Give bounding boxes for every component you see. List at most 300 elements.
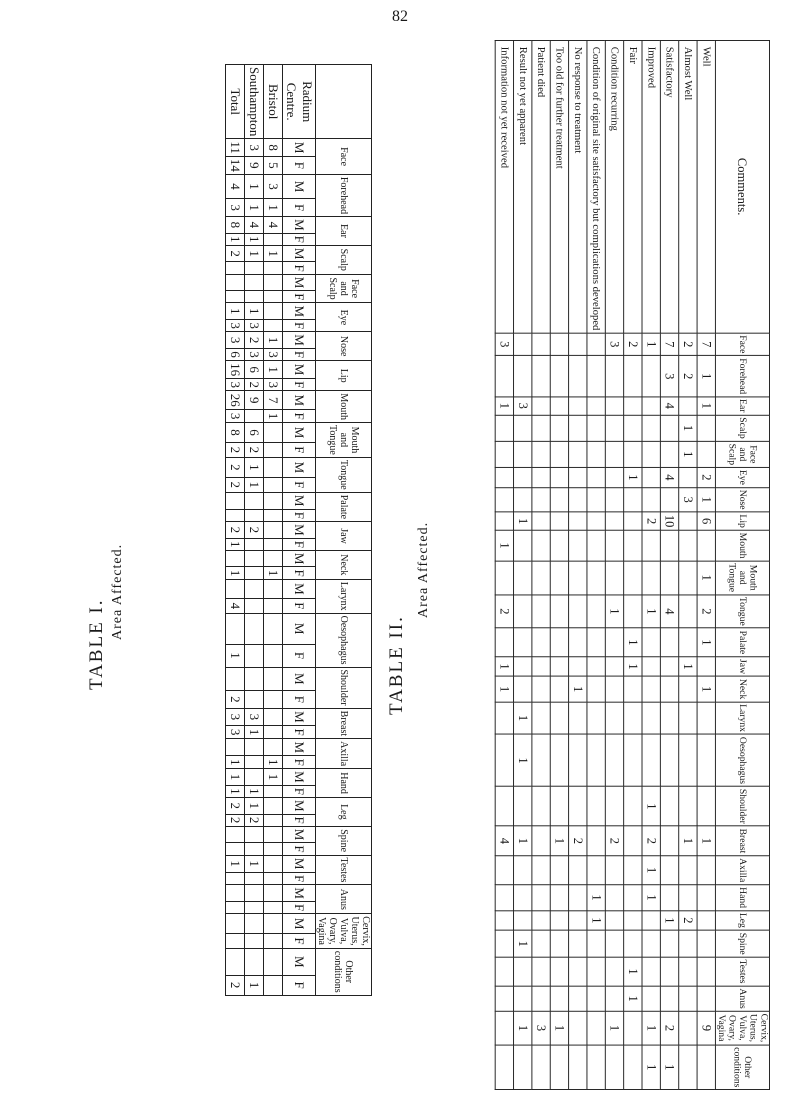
comments-header: Comments. xyxy=(715,40,769,332)
data-cell xyxy=(587,676,605,701)
data-cell xyxy=(550,885,568,911)
data-cell xyxy=(495,561,513,595)
data-cell xyxy=(587,561,605,595)
data-cell: 1 xyxy=(514,512,532,530)
data-cell xyxy=(642,957,660,986)
table1-grid xyxy=(225,64,372,996)
data-cell xyxy=(569,702,587,735)
mf-header: F xyxy=(283,901,316,913)
data-cell: 9 xyxy=(245,391,264,410)
data-cell xyxy=(569,467,587,487)
data-cell: 1 xyxy=(514,826,532,856)
mf-header: F xyxy=(283,644,316,667)
data-cell xyxy=(679,676,697,701)
mf-header: M xyxy=(283,914,316,934)
data-cell xyxy=(624,930,642,957)
data-cell xyxy=(264,797,283,814)
data-cell: 1 xyxy=(550,826,568,856)
column-header: Tongue xyxy=(715,595,769,629)
data-cell xyxy=(697,986,715,1011)
data-cell: 1 xyxy=(697,356,715,397)
data-cell xyxy=(532,530,550,561)
data-cell: 2 xyxy=(245,443,264,458)
data-cell: 8 xyxy=(226,422,245,442)
data-cell: 1 xyxy=(660,910,678,930)
data-cell: 1 xyxy=(264,410,283,423)
data-cell: 1 xyxy=(697,676,715,701)
data-cell xyxy=(550,487,568,512)
data-cell: 1 xyxy=(624,657,642,677)
data-cell: 8 xyxy=(264,139,283,157)
data-cell xyxy=(514,986,532,1011)
data-cell xyxy=(264,855,283,872)
data-cell xyxy=(264,975,283,995)
data-cell xyxy=(514,487,532,512)
data-cell xyxy=(587,397,605,415)
data-cell xyxy=(264,579,283,598)
data-cell xyxy=(587,356,605,397)
data-cell: 1 xyxy=(624,467,642,487)
data-cell xyxy=(569,356,587,397)
data-cell xyxy=(264,291,283,303)
data-cell xyxy=(605,467,623,487)
data-cell: 10 xyxy=(660,512,678,530)
data-cell xyxy=(264,644,283,667)
data-cell: 7 xyxy=(264,391,283,410)
column-header: Larynx xyxy=(715,702,769,735)
column-header: Mouth xyxy=(715,530,769,561)
data-cell xyxy=(587,512,605,530)
data-cell xyxy=(532,595,550,629)
data-cell xyxy=(679,561,697,595)
data-cell xyxy=(660,702,678,735)
group-header: Face and Scalp xyxy=(316,274,372,303)
data-cell: 1 xyxy=(514,930,532,957)
data-cell xyxy=(660,957,678,986)
data-cell xyxy=(587,986,605,1011)
data-cell xyxy=(264,320,283,332)
data-cell xyxy=(245,274,264,291)
data-cell xyxy=(624,512,642,530)
data-cell: 1 xyxy=(697,826,715,856)
data-cell xyxy=(550,856,568,885)
group-header: Hand xyxy=(316,769,372,798)
data-cell xyxy=(642,356,660,397)
data-cell xyxy=(245,739,264,756)
column-header: Hand xyxy=(715,885,769,911)
data-cell xyxy=(624,487,642,512)
data-cell xyxy=(226,667,245,691)
column-header: Shoulder xyxy=(715,786,769,826)
table1 xyxy=(225,64,372,996)
data-cell xyxy=(679,885,697,911)
group-header: Forehead xyxy=(316,174,372,216)
data-cell: 1 xyxy=(697,397,715,415)
data-cell xyxy=(226,739,245,756)
data-cell: 1 xyxy=(226,855,245,872)
data-cell xyxy=(495,415,513,441)
data-cell: 6 xyxy=(245,422,264,442)
data-cell xyxy=(624,786,642,826)
data-cell: 6 xyxy=(226,348,245,360)
data-cell: 2 xyxy=(226,245,245,262)
data-cell xyxy=(660,657,678,677)
data-cell xyxy=(587,1011,605,1045)
data-cell xyxy=(697,957,715,986)
data-cell xyxy=(264,814,283,826)
data-cell xyxy=(624,734,642,786)
data-cell xyxy=(495,910,513,930)
data-cell xyxy=(550,657,568,677)
data-cell xyxy=(532,356,550,397)
data-cell xyxy=(495,1045,513,1090)
data-cell xyxy=(697,885,715,911)
data-cell xyxy=(245,613,264,644)
data-cell xyxy=(624,885,642,911)
mf-header: F xyxy=(283,320,316,332)
data-cell xyxy=(587,1045,605,1090)
data-cell xyxy=(495,986,513,1011)
data-cell xyxy=(605,530,623,561)
data-cell xyxy=(679,628,697,656)
data-cell: 1 xyxy=(587,910,605,930)
data-cell xyxy=(514,561,532,595)
data-cell xyxy=(679,786,697,826)
data-cell xyxy=(569,734,587,786)
mf-header: M xyxy=(283,579,316,598)
data-cell xyxy=(569,1011,587,1045)
mf-header: M xyxy=(283,708,316,726)
comment-label: Improved xyxy=(642,40,660,332)
data-cell: 7 xyxy=(697,333,715,356)
data-cell: 1 xyxy=(679,657,697,677)
data-cell xyxy=(264,785,283,797)
data-cell: 3 xyxy=(495,333,513,356)
data-cell xyxy=(569,930,587,957)
data-cell xyxy=(264,843,283,855)
data-cell: 2 xyxy=(226,457,245,477)
data-cell xyxy=(264,303,283,320)
data-cell xyxy=(532,657,550,677)
data-cell: 1 xyxy=(642,333,660,356)
comment-label: Too old for further treatment xyxy=(550,40,568,332)
mf-header: F xyxy=(283,872,316,885)
data-cell xyxy=(569,1045,587,1090)
data-cell: 5 xyxy=(264,156,283,174)
data-cell xyxy=(642,930,660,957)
data-cell: 3 xyxy=(245,708,264,726)
data-cell xyxy=(226,274,245,291)
data-cell xyxy=(495,467,513,487)
data-cell xyxy=(245,843,264,855)
group-header: Mouth and Tongue xyxy=(316,422,372,457)
column-header: Testes xyxy=(715,957,769,986)
data-cell xyxy=(514,676,532,701)
data-cell xyxy=(605,356,623,397)
data-cell xyxy=(550,628,568,656)
data-cell xyxy=(264,948,283,975)
data-cell xyxy=(660,856,678,885)
data-cell xyxy=(660,734,678,786)
mf-header: M xyxy=(283,139,316,157)
data-cell xyxy=(569,595,587,629)
row-header-label: Radium Centre. xyxy=(283,65,316,139)
data-cell xyxy=(264,492,283,509)
column-header: Palate xyxy=(715,628,769,656)
data-cell xyxy=(697,415,715,441)
data-cell xyxy=(605,702,623,735)
data-cell xyxy=(264,934,283,949)
data-cell xyxy=(245,901,264,913)
data-cell: 1 xyxy=(245,785,264,797)
mf-header: F xyxy=(283,348,316,360)
mf-header: F xyxy=(283,599,316,613)
column-header: Scalp xyxy=(715,415,769,441)
data-cell xyxy=(264,872,283,885)
data-cell: 1 xyxy=(264,769,283,786)
data-cell xyxy=(226,579,245,598)
data-cell: 1 xyxy=(226,567,245,579)
data-cell xyxy=(679,1011,697,1045)
group-header: Cervix, Uterus, Vulva, Ovary, Vagina xyxy=(316,914,372,949)
mf-header: F xyxy=(283,291,316,303)
data-cell: 16 xyxy=(226,361,245,379)
data-cell: 1 xyxy=(264,245,283,262)
mf-header: F xyxy=(283,262,316,274)
column-header: Ear xyxy=(715,397,769,415)
data-cell: 1 xyxy=(264,567,283,579)
mf-header: F xyxy=(283,934,316,949)
group-header: Larynx xyxy=(316,579,372,613)
data-cell: 1 xyxy=(679,441,697,467)
data-cell: 3 xyxy=(226,410,245,423)
group-header: Palate xyxy=(316,492,372,521)
row-label: Southampton xyxy=(245,65,264,139)
data-cell xyxy=(697,856,715,885)
data-cell: 2 xyxy=(569,826,587,856)
data-cell: 1 xyxy=(514,734,532,786)
group-header: Mouth xyxy=(316,391,372,423)
data-cell xyxy=(550,415,568,441)
data-cell: 9 xyxy=(245,156,264,174)
data-cell: 1 xyxy=(245,457,264,477)
data-cell xyxy=(697,930,715,957)
mf-header: M xyxy=(283,797,316,814)
data-cell xyxy=(642,657,660,677)
data-cell xyxy=(532,1045,550,1090)
mf-header: M xyxy=(283,522,316,539)
group-header: Neck xyxy=(316,550,372,579)
data-cell: 1 xyxy=(514,1011,532,1045)
data-cell: 4 xyxy=(264,217,283,234)
data-cell: 1 xyxy=(226,644,245,667)
table2-grid xyxy=(495,40,770,1090)
column-header: Breast xyxy=(715,826,769,856)
data-cell xyxy=(587,467,605,487)
data-cell xyxy=(532,826,550,856)
data-cell xyxy=(532,397,550,415)
mf-header: M xyxy=(283,332,316,349)
data-cell: 2 xyxy=(642,826,660,856)
data-cell xyxy=(264,599,283,613)
data-cell xyxy=(264,667,283,691)
data-cell xyxy=(226,509,245,522)
data-cell xyxy=(264,477,283,492)
data-cell xyxy=(532,467,550,487)
data-cell xyxy=(550,930,568,957)
data-cell xyxy=(264,550,283,567)
data-cell: 4 xyxy=(495,826,513,856)
data-cell xyxy=(679,856,697,885)
data-cell xyxy=(569,441,587,467)
comment-label: Condition recurring xyxy=(605,40,623,332)
data-cell xyxy=(264,457,283,477)
data-cell xyxy=(697,530,715,561)
data-cell xyxy=(532,702,550,735)
data-cell: 2 xyxy=(226,814,245,826)
data-cell xyxy=(605,397,623,415)
data-cell xyxy=(495,930,513,957)
data-cell: 1 xyxy=(245,726,264,739)
data-cell xyxy=(495,487,513,512)
data-cell xyxy=(624,595,642,629)
data-cell xyxy=(495,885,513,911)
data-cell xyxy=(624,910,642,930)
data-cell xyxy=(514,628,532,656)
data-cell: 2 xyxy=(605,826,623,856)
mf-header: F xyxy=(283,538,316,550)
data-cell: 3 xyxy=(264,348,283,360)
mf-header: M xyxy=(283,550,316,567)
data-cell xyxy=(624,826,642,856)
data-cell xyxy=(532,957,550,986)
data-cell xyxy=(514,910,532,930)
data-cell: 1 xyxy=(245,797,264,814)
data-cell: 8 xyxy=(226,217,245,234)
data-cell xyxy=(569,910,587,930)
data-cell xyxy=(660,441,678,467)
data-cell xyxy=(264,826,283,843)
data-cell xyxy=(264,726,283,739)
data-cell: 2 xyxy=(226,975,245,995)
data-cell xyxy=(264,708,283,726)
data-cell xyxy=(532,512,550,530)
data-cell xyxy=(624,1045,642,1090)
data-cell: 4 xyxy=(660,595,678,629)
data-cell xyxy=(514,441,532,467)
data-cell xyxy=(569,487,587,512)
data-cell: 2 xyxy=(679,333,697,356)
data-cell xyxy=(514,1045,532,1090)
data-cell xyxy=(264,914,283,934)
data-cell: 9 xyxy=(697,1011,715,1045)
data-cell xyxy=(550,512,568,530)
comment-label: Condition of original site satisfactory but complications developed xyxy=(587,40,605,332)
data-cell xyxy=(624,415,642,441)
mf-header: F xyxy=(283,199,316,217)
data-cell xyxy=(532,734,550,786)
column-header: Face and Scalp xyxy=(715,441,769,467)
data-cell xyxy=(550,1045,568,1090)
data-cell xyxy=(660,786,678,826)
group-header: Other conditions xyxy=(316,948,372,995)
data-cell xyxy=(679,734,697,786)
group-header: Tongue xyxy=(316,457,372,492)
data-cell xyxy=(587,657,605,677)
data-cell: 1 xyxy=(226,303,245,320)
data-cell xyxy=(550,441,568,467)
data-cell xyxy=(245,826,264,843)
data-cell: 26 xyxy=(226,391,245,410)
data-cell xyxy=(226,934,245,949)
data-cell xyxy=(514,786,532,826)
mf-header: F xyxy=(283,443,316,458)
data-cell xyxy=(587,702,605,735)
column-header: Neck xyxy=(715,676,769,701)
data-cell xyxy=(245,885,264,902)
data-cell xyxy=(495,512,513,530)
column-header: Oesophagus xyxy=(715,734,769,786)
group-header: Leg xyxy=(316,797,372,826)
data-cell xyxy=(660,986,678,1011)
data-cell xyxy=(226,948,245,975)
mf-header: F xyxy=(283,379,316,391)
comment-label: Fair xyxy=(624,40,642,332)
mf-header: M xyxy=(283,769,316,786)
data-cell: 1 xyxy=(587,885,605,911)
data-cell xyxy=(245,948,264,975)
group-header: Eye xyxy=(316,303,372,332)
data-cell: 1 xyxy=(642,595,660,629)
group-header: Breast xyxy=(316,708,372,739)
data-cell xyxy=(569,415,587,441)
mf-header: F xyxy=(283,691,316,708)
mf-header: M xyxy=(283,303,316,320)
data-cell: 3 xyxy=(605,333,623,356)
data-cell xyxy=(605,910,623,930)
column-header: Anus xyxy=(715,986,769,1011)
data-cell: 11 xyxy=(226,139,245,157)
table2-sub: Area Affected. xyxy=(416,521,431,618)
group-header: Nose xyxy=(316,332,372,361)
data-cell xyxy=(495,628,513,656)
data-cell xyxy=(226,826,245,843)
data-cell xyxy=(587,441,605,467)
data-cell xyxy=(550,333,568,356)
data-cell: 1 xyxy=(245,477,264,492)
data-cell xyxy=(226,843,245,855)
data-cell xyxy=(514,530,532,561)
data-cell: 1 xyxy=(642,786,660,826)
data-cell xyxy=(587,930,605,957)
group-header: Oesophagus xyxy=(316,613,372,667)
data-cell xyxy=(679,595,697,629)
data-cell xyxy=(226,613,245,644)
data-cell: 1 xyxy=(245,975,264,995)
data-cell: 3 xyxy=(226,379,245,391)
data-cell: 3 xyxy=(660,356,678,397)
data-cell xyxy=(642,734,660,786)
data-cell: 1 xyxy=(550,1011,568,1045)
data-cell xyxy=(624,676,642,701)
data-cell xyxy=(550,530,568,561)
data-cell: 1 xyxy=(605,1011,623,1045)
data-cell: 1 xyxy=(495,676,513,701)
data-cell xyxy=(532,628,550,656)
data-cell: 1 xyxy=(495,657,513,677)
mf-header: F xyxy=(283,814,316,826)
column-header: Axilla xyxy=(715,856,769,885)
